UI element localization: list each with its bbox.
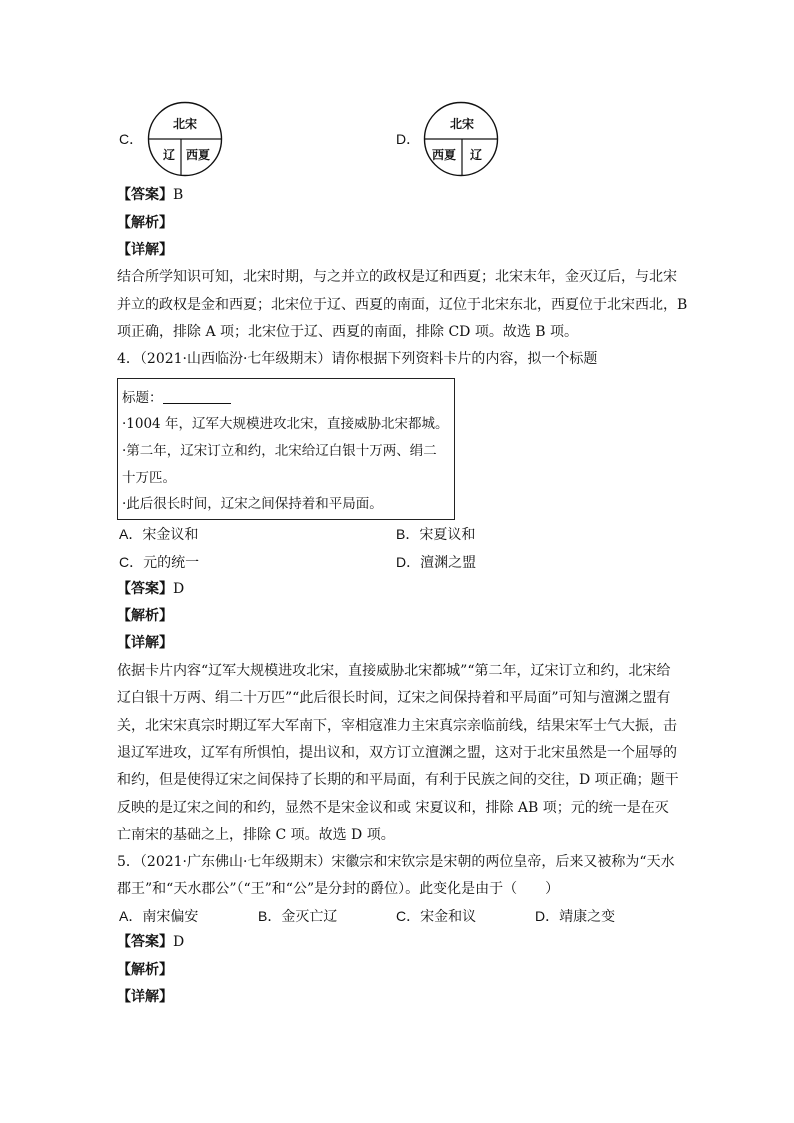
q4-stem: 4．（2021·山西临汾·七年级期末）请你根据下列资料卡片的内容，拟一个标题 [117, 351, 598, 367]
resource-card [117, 378, 455, 520]
q4-option-c: C．元的统一 [119, 554, 200, 571]
card-title-line [122, 386, 231, 406]
circle-diagram-d [423, 101, 499, 177]
detail-tag: 【详解】 [117, 989, 173, 1005]
q3-answer-line [117, 185, 677, 205]
title-blank [163, 389, 231, 404]
q4-detail-line: 和约，但是使得辽宋之间保持了长期的和平局面，有利于民族之间的交往，D 项正确；题干 [117, 772, 679, 788]
card-title-label: 标题： [122, 390, 163, 406]
q3-detail-line: 结合所学知识可知，北宋时期，与之并立的政权是辽和西夏；北宋末年，金灭辽后，与北宋 [117, 269, 677, 285]
q5-option-c: C．宋金和议 [396, 908, 477, 925]
analysis-tag: 【解析】 [117, 962, 173, 978]
q4-option-a: A．宋金议和 [119, 526, 199, 543]
q4-detail-line: 辽白银十万两、绢二十万匹”“此后很长时间，辽宋之间保持着和平局面”可知与澶渊之盟有 [117, 690, 671, 706]
q5-option-a: A．南宋偏安 [119, 908, 199, 925]
detail-tag: 【详解】 [117, 242, 173, 258]
diagram-c-bottom-left: 辽 [163, 148, 176, 162]
card-line: 十万匹。 [122, 470, 176, 486]
analysis-tag: 【解析】 [117, 215, 173, 231]
detail-tag: 【详解】 [117, 635, 173, 651]
q4-option-d: D．澶渊之盟 [396, 554, 477, 571]
q5-stem-line: 郡王”和“天水郡公”（“王”和“公”是分封的爵位）。此变化是由于（ ） [117, 881, 560, 897]
circle-diagram-c [147, 101, 223, 177]
q4-detail-line: 亡南宋的基础之上，排除 C 项。故选 D 项。 [117, 827, 395, 843]
q4-detail-line: 关，北宋宋真宗时期辽军大军南下，宰相寇准力主宋真宗亲临前线，结果宋军士气大振，击 [117, 718, 677, 734]
q4-option-b: B．宋夏议和 [396, 526, 476, 543]
option-d-label: D． [396, 131, 421, 147]
q4-detail-line: 退辽军进攻，辽军有所惧怕，提出议和，双方订立澶渊之盟，这对于北宋虽然是一个屈辱的 [117, 745, 677, 761]
analysis-tag: 【解析】 [117, 608, 173, 624]
q5-option-b: B．金灭亡辽 [258, 908, 338, 925]
diagram-option-c [147, 101, 223, 177]
diagram-d-bottom-right: 辽 [470, 148, 483, 162]
q5-stem-line: 5．（2021·广东佛山·七年级期末）宋徽宗和宋钦宗是宋朝的两位皇帝，后来又被称为“天水 [117, 854, 675, 870]
answer-tag: 【答案】 [117, 581, 173, 597]
q5-answer-line [117, 932, 677, 952]
option-c-label: C． [119, 131, 144, 147]
card-line: ·第二年，辽宋订立和约，北宋给辽白银十万两、绢二 [122, 443, 437, 459]
q5-option-d: D．靖康之变 [535, 908, 616, 925]
diagram-option-d [423, 101, 499, 177]
q3-detail-line: 并立的政权是金和西夏；北宋位于辽、西夏的南面，辽位于北宋东北，西夏位于北宋西北，B [117, 297, 688, 313]
q4-detail-line: 反映的是辽宋之间的和约，显然不是宋金议和或 宋夏议和，排除 AB 项；元的统一是在灭 [117, 800, 669, 816]
card-line: ·1004 年，辽军大规模进攻北宋，直接威胁北宋都城。 [122, 416, 449, 432]
answer-value: B [173, 187, 184, 203]
q4-answer-line [117, 579, 677, 599]
card-line: ·此后很长时间，辽宋之间保持着和平局面。 [122, 496, 383, 512]
diagram-c-top: 北宋 [173, 117, 198, 131]
q4-detail-line: 依据卡片内容“辽军大规模进攻北宋，直接威胁北宋都城”“第二年，辽宋订立和约，北宋给 [117, 663, 671, 679]
answer-value: D [173, 934, 185, 950]
diagram-c-bottom-right: 西夏 [186, 148, 211, 162]
answer-value: D [173, 581, 185, 597]
diagram-d-bottom-left: 西夏 [432, 148, 457, 162]
q3-detail-line: 项正确，排除 A 项；北宋位于辽、西夏的南面，排除 CD 项。故选 B 项。 [117, 324, 579, 340]
answer-tag: 【答案】 [117, 934, 173, 950]
answer-tag: 【答案】 [117, 187, 173, 203]
diagram-d-top: 北宋 [450, 117, 475, 131]
